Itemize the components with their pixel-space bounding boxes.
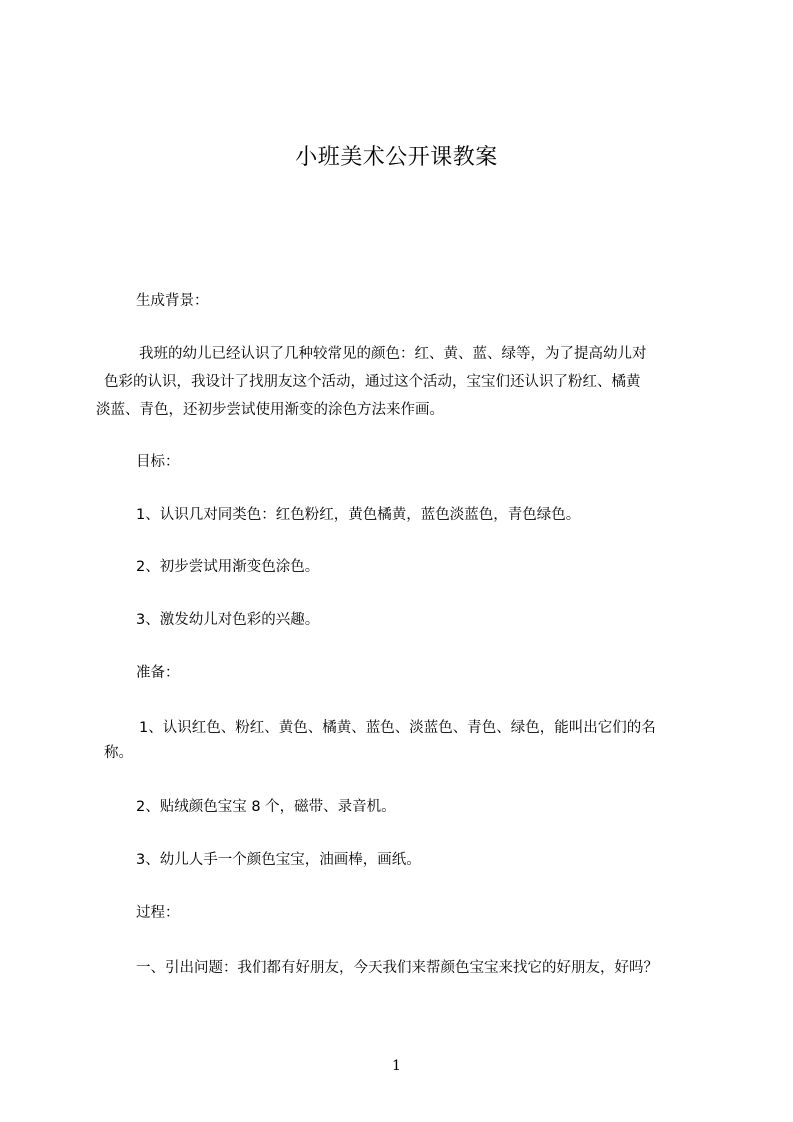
process-item-1: 一、引出问题：我们都有好朋友，今天我们来帮颜色宝宝来找它的好朋友，好吗？: [136, 960, 658, 976]
document-title: 小班美术公开课教案: [295, 145, 498, 170]
goal-item-1: 1、认识几对同类色：红色粉红，黄色橘黄，蓝色淡蓝色，青色绿色。: [136, 507, 581, 523]
prep-heading: 准备：: [136, 665, 180, 681]
goals-heading: 目标：: [136, 454, 180, 470]
process-heading: 过程：: [136, 905, 180, 921]
prep-item-3: 3、幼儿人手一个颜色宝宝，油画棒，画纸。: [136, 852, 421, 868]
prep-item-1-line-2: 称。: [104, 745, 133, 761]
prep-item-1-line-1: 1、认识红色、粉红、黄色、橘黄、蓝色、淡蓝色、青色、绿色，能叫出它们的名: [139, 720, 656, 736]
goal-item-2: 2、初步尝试用渐变色涂色。: [136, 559, 320, 575]
goal-item-3: 3、激发幼儿对色彩的兴趣。: [136, 612, 320, 628]
prep-item-2: 2、贴绒颜色宝宝 8 个，磁带、录音机。: [136, 799, 396, 815]
page-number: 1: [392, 1058, 401, 1074]
background-line-3: 淡蓝、青色，还初步尝试使用渐变的涂色方法来作画。: [96, 402, 444, 418]
background-heading: 生成背景：: [136, 293, 209, 309]
background-line-2: 色彩的认识，我设计了找朋友这个活动，通过这个活动，宝宝们还认识了粉红、橘黄: [104, 374, 641, 390]
background-line-1: 我班的幼儿已经认识了几种较常见的颜色：红、黄、蓝、绿等，为了提高幼儿对: [139, 346, 647, 362]
